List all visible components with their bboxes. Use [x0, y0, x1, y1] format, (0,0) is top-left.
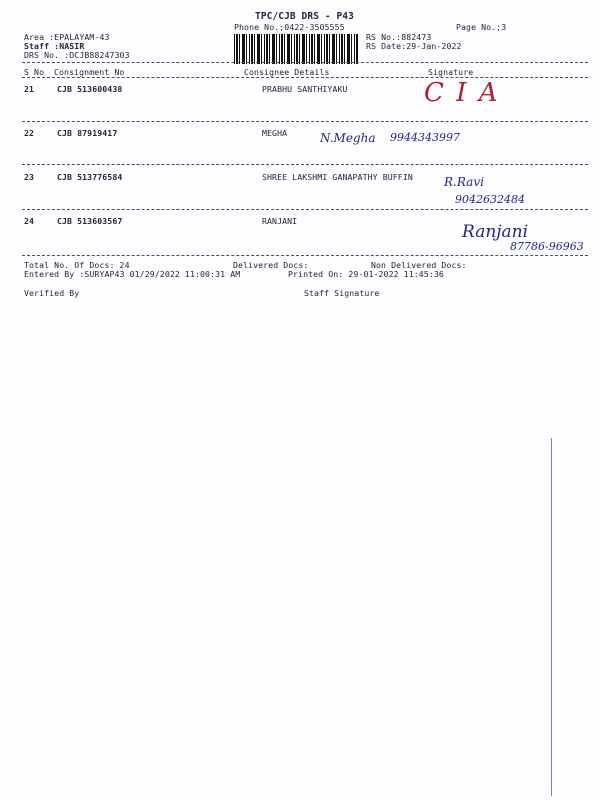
handwritten-phone: 87786-96963	[510, 240, 584, 253]
divider	[22, 209, 588, 210]
col-consignment: Consignment No	[54, 67, 125, 77]
row-consignee: RANJANI	[262, 216, 298, 226]
delivered-docs: Delivered Docs:	[233, 260, 309, 270]
non-delivered-docs: Non Delivered Docs:	[371, 260, 467, 270]
row-sno: 24	[24, 216, 35, 226]
staff-label: Staff :NASIR	[24, 41, 85, 51]
drs-number: DRS No. :DCJB88247303	[24, 50, 130, 60]
row-consignment: CJB 87919417	[57, 128, 118, 138]
row-consignee: MEGHA	[262, 128, 288, 138]
handwritten-signature: Ranjani	[462, 222, 529, 242]
row-sno: 21	[24, 84, 35, 94]
divider	[22, 164, 588, 165]
divider	[22, 255, 588, 256]
area-label: Area :EPALAYAM-43	[24, 32, 110, 42]
verified-by: Verified By	[24, 288, 80, 298]
row-consignment: CJB 513776584	[57, 172, 123, 182]
handwritten-phone: 9944343997	[390, 131, 460, 144]
handwritten-phone: 9042632484	[455, 193, 525, 206]
col-consignee: Consignee Details	[244, 67, 330, 77]
row-sno: 23	[24, 172, 35, 182]
handwritten-signature: C I A	[424, 78, 500, 108]
col-sno: S No	[24, 67, 45, 77]
handwritten-signature: N.Megha	[320, 131, 376, 145]
handwritten-signature: R.Ravi	[444, 175, 484, 189]
staff-signature: Staff Signature	[304, 288, 380, 298]
divider	[22, 77, 588, 78]
row-consignee: PRABHU SANTHIYAKU	[262, 84, 348, 94]
divider	[22, 121, 588, 122]
barcode	[234, 34, 358, 64]
printed-on: Printed On: 29-01-2022 11:45:36	[288, 269, 444, 279]
document-title: TPC/CJB DRS - P43	[255, 11, 354, 22]
row-consignment: CJB 513603567	[57, 216, 123, 226]
entered-by: Entered By :SURYAP43 01/29/2022 11:00:31 AM	[24, 269, 241, 279]
row-sno: 22	[24, 128, 35, 138]
phone-number: Phone No.;0422-3505555	[234, 22, 345, 32]
row-consignee: SHREE LAKSHMI GANAPATHY BUFFIN	[262, 172, 413, 182]
page-number: Page No.;3	[456, 22, 507, 32]
rs-date: RS Date:29-Jan-2022	[366, 41, 462, 51]
rs-number: RS No.:882473	[366, 32, 432, 42]
row-consignment: CJB 513600438	[57, 84, 123, 94]
col-signature: Signature	[428, 67, 474, 77]
scan-line	[551, 438, 552, 796]
divider	[22, 62, 588, 63]
total-docs: Total No. Of Docs: 24	[24, 260, 130, 270]
